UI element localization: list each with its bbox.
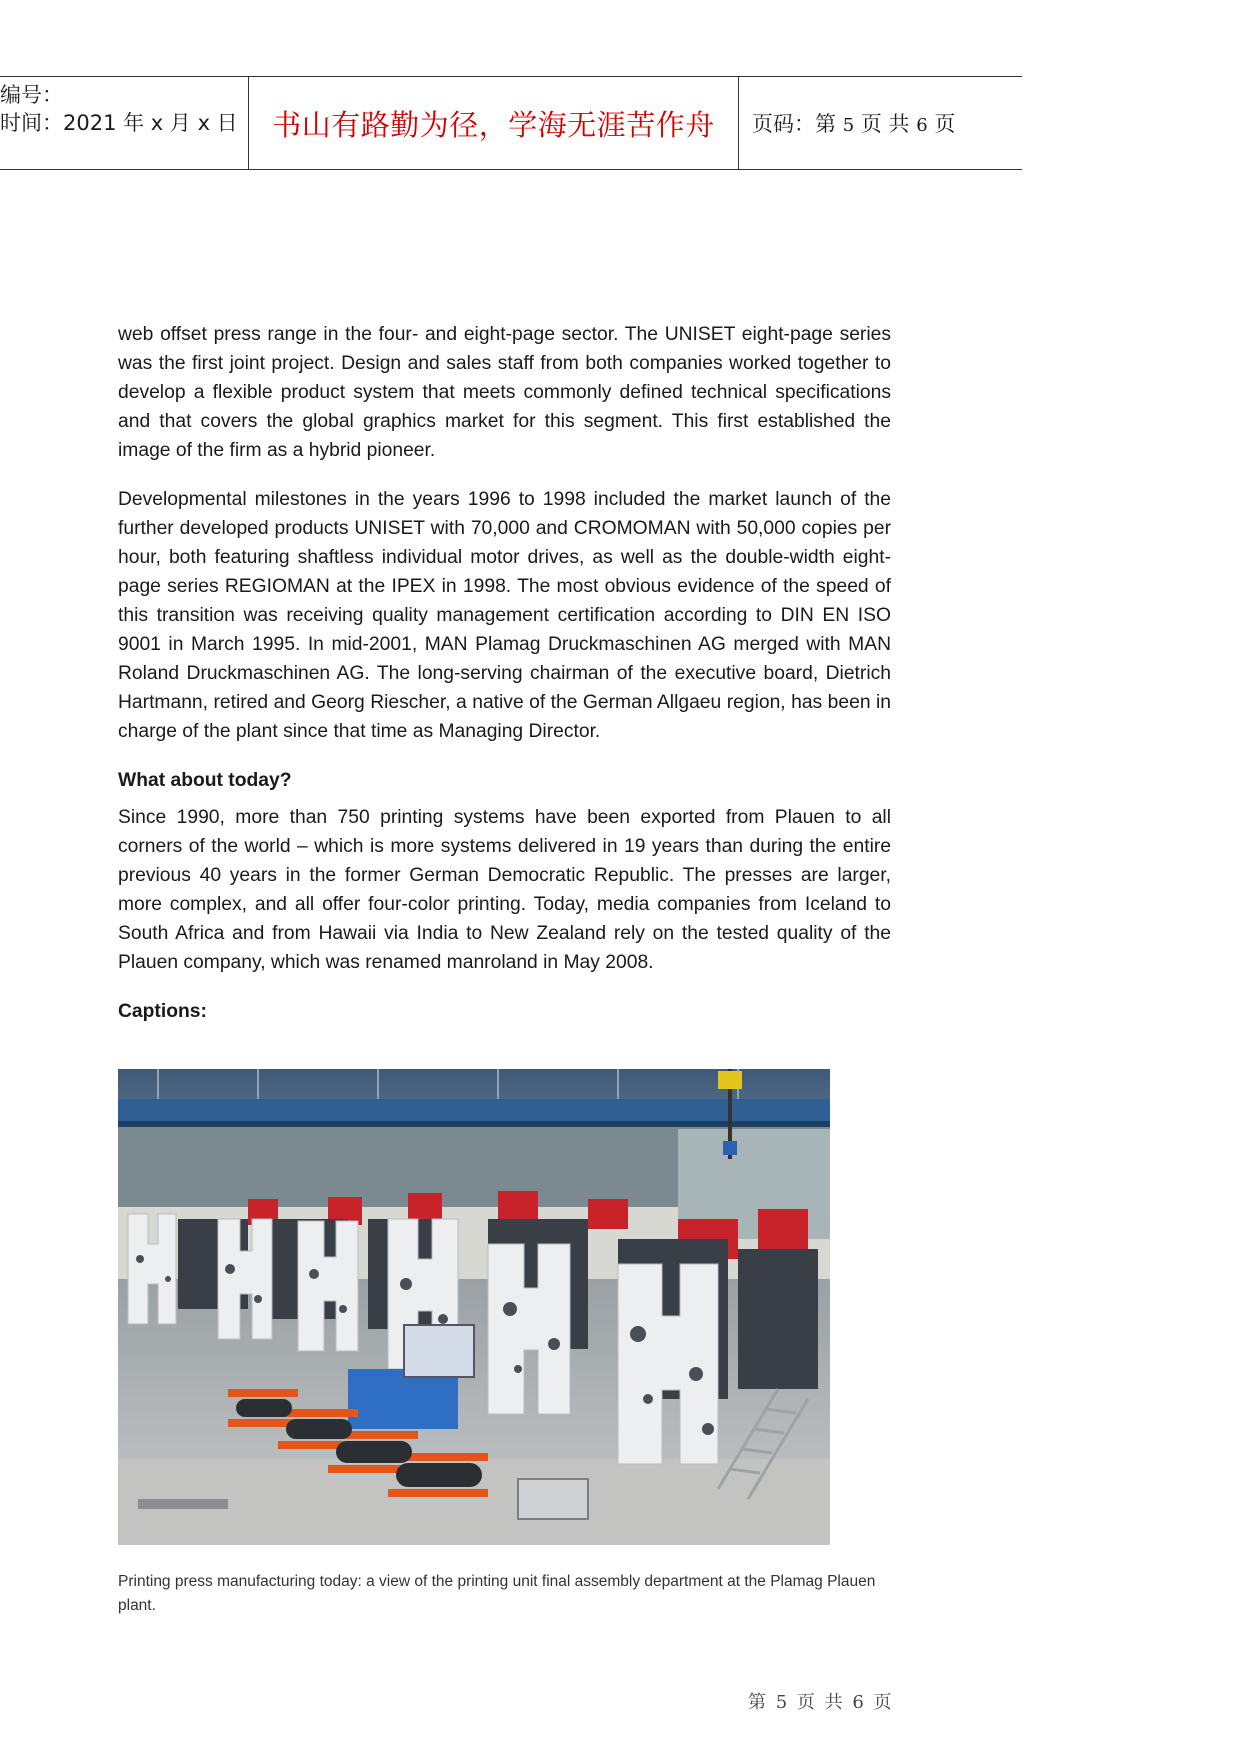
document-time-label: 时间：2021 年 x 月 x 日 xyxy=(0,111,238,135)
page-footer: 第 5 页 共 6 页 xyxy=(748,1692,894,1713)
header-page-cell xyxy=(740,77,1022,169)
page-current: 5 xyxy=(842,115,855,136)
header-motto: 书山有路勤为径，学海无涯苦作舟 xyxy=(272,107,715,142)
page-total: 6 xyxy=(916,115,928,136)
section-heading-today: What about today? xyxy=(118,770,292,791)
factory-assembly-photo xyxy=(118,1069,830,1545)
page-mid: 页 共 xyxy=(860,112,910,136)
body-paragraph-2: Developmental milestones in the years 1996 to 1998 included the market launch of the further developed products UNISET with 70,000 and CROMOMAN with 50,000 copies per hour, both featuring shaftless individual motor drives, as well as the double-width eight-page series REGIOMAN at the IPEX in 1998. The most obvious evidence of the speed of this transition was receiving quality management certification according to DIN EN ISO 9001 in March 1995. In mid-2001, MAN Plamag Druckmaschinen AG merged with MAN Roland Druckmaschinen AG. The long-serving chairman of the executive board, Dietrich Hartmann, retired and Georg Riescher, a native of the German Allgaeu region, has been in charge of the plant since that time as Managing Director. xyxy=(118,489,891,742)
body-paragraph-3: Since 1990, more than 750 printing systems have been exported from Plauen to all corners of the world – which is more systems delivered in 19 years than during the entire previous 40 years in the former German Democratic Republic. The presses are larger, more complex, and all offer four-color printing. Today, media companies from Iceland to South Africa and from Hawaii via India to New Zealand rely on the tested quality of the Plauen company, which was renamed manroland in May 2008. xyxy=(118,807,891,973)
header-meta-cell xyxy=(0,77,249,169)
header-motto-cell xyxy=(249,77,739,169)
body-paragraph-1: web offset press range in the four- and eight-page sector. The UNISET eight-page series was the first joint project. Design and sales staff from both companies worked together to develop a flexible product system that meets commonly defined technical specifications and that covers the global graphics market for this segment. This first established the image of the firm as a hybrid pioneer. xyxy=(118,324,891,461)
document-body xyxy=(118,320,891,1034)
page-suffix: 页 xyxy=(934,112,956,136)
document-number-label: 编号： xyxy=(0,83,63,107)
section-heading-captions: Captions: xyxy=(118,1001,207,1022)
page-prefix: 页码：第 xyxy=(752,112,836,136)
page-header xyxy=(0,76,1022,170)
header-page-number xyxy=(752,108,955,138)
photo-caption: Printing press manufacturing today: a view of the printing unit final assembly department at the Plamag Plauen plant. xyxy=(118,1573,876,1614)
